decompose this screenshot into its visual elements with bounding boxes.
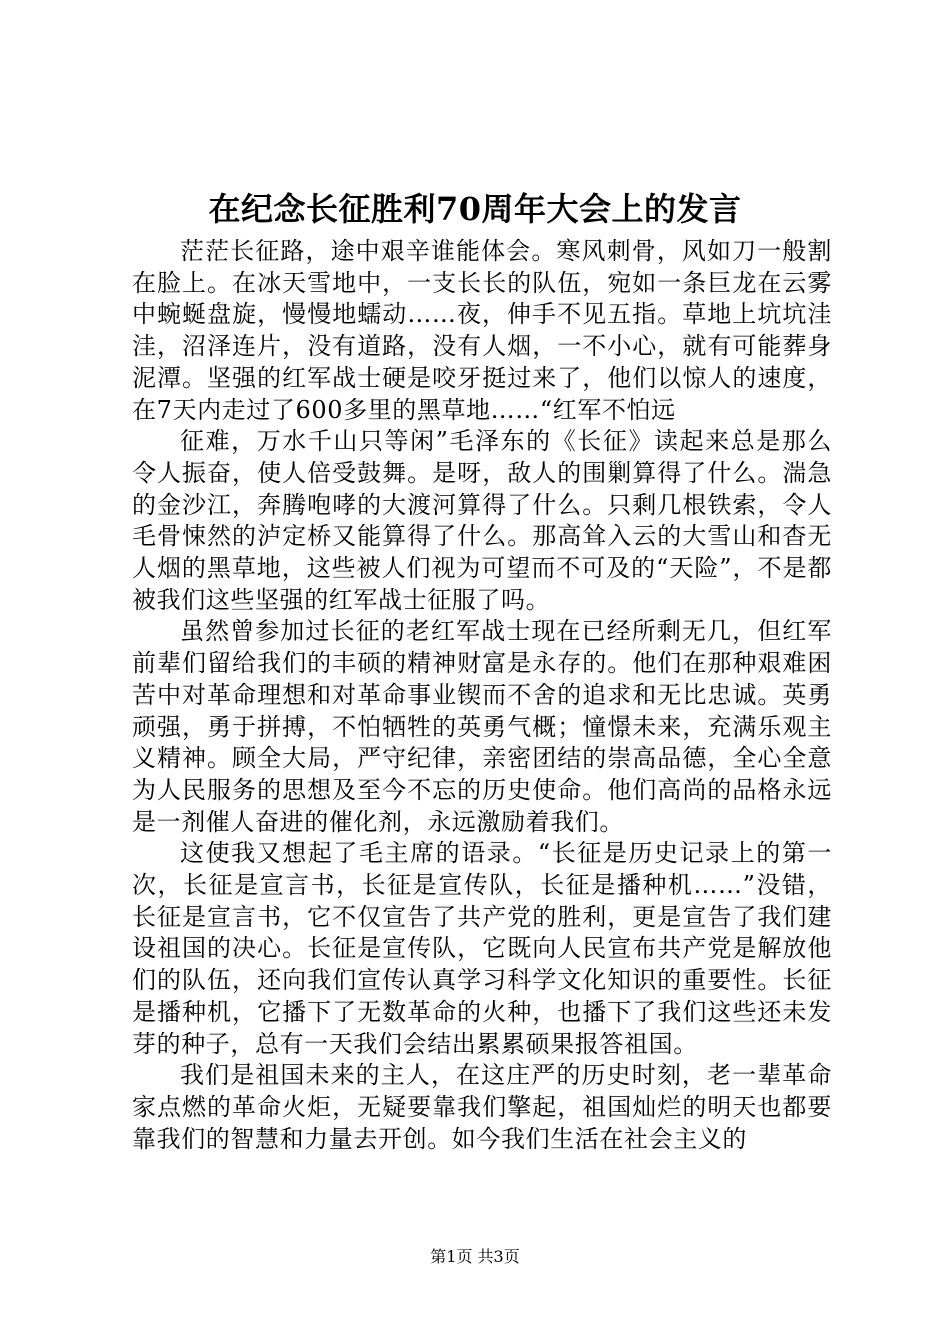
paragraph-5: 我们是祖国未来的主人，在这庄严的历史时刻，老一辈革命家点燃的革命火炬，无疑要靠我们擎起，祖国灿烂的明天也都要靠我们的智慧和力量去开创。如今我们生活在社会主义的 bbox=[132, 1061, 832, 1153]
document-title: 在纪念长征胜利70周年大会上的发言 bbox=[208, 190, 742, 228]
paragraph-3: 虽然曾参加过长征的老红军战士现在已经所剩无几，但红军前辈们留给我们的丰硕的精神财富是永存的。他们在那种艰难困苦中对革命理想和对革命事业锲而不舍的追求和无比忠诚。英勇顽强，勇于拼搏，不怕牺牲的英勇气概；憧憬未来，充满乐观主义精神。顾全大局，严守纪律，亲密团结的崇高品德，全心全意为人民服务的思想及至今不忘的历史使命。他们高尚的品格永远是一剂催人奋进的催化剂，永远激励着我们。 bbox=[132, 617, 832, 836]
paragraph-1: 茫茫长征路，途中艰辛谁能体会。寒风刺骨，风如刀一般割在脸上。在冰天雪地中，一支长长的队伍，宛如一条巨龙在云雾中蜿蜒盘旋，慢慢地蠕动……夜，伸手不见五指。草地上坑坑洼洼，沼泽连片，没有道路，没有人烟，一不小心，就有可能葬身泥潭。坚强的红军战士硬是咬牙挺过来了，他们以惊人的速度，在7天内走过了600多里的黑草地……“红军不怕远 bbox=[132, 237, 832, 424]
page-footer: 第1页 共3页 bbox=[430, 1247, 520, 1266]
paragraph-2: 征难，万水千山只等闲”毛泽东的《长征》读起来总是那么令人振奋，使人倍受鼓舞。是呀，敌人的围剿算得了什么。湍急的金沙江，奔腾咆哮的大渡河算得了什么。只剩几根铁索，令人毛骨悚然的泸定桥又能算得了什么。那高耸入云的大雪山和杳无人烟的黑草地，这些被人们视为可望而不可及的“天险”，不是都被我们这些坚强的红军战士征服了吗。 bbox=[132, 427, 832, 614]
paragraph-4: 这使我又想起了毛主席的语录。“长征是历史记录上的第一次，长征是宣言书，长征是宣传队，长征是播种机……”没错，长征是宣言书，它不仅宣告了共产党的胜利，更是宣告了我们建设祖国的决心。长征是宣传队，它既向人民宣布共产党是解放他们的队伍，还向我们宣传认真学习科学文化知识的重要性。长征是播种机，它播下了无数革命的火种，也播下了我们这些还未发芽的种子，总有一天我们会结出累累硕果报答祖国。 bbox=[132, 839, 832, 1058]
document-body bbox=[132, 236, 832, 1155]
